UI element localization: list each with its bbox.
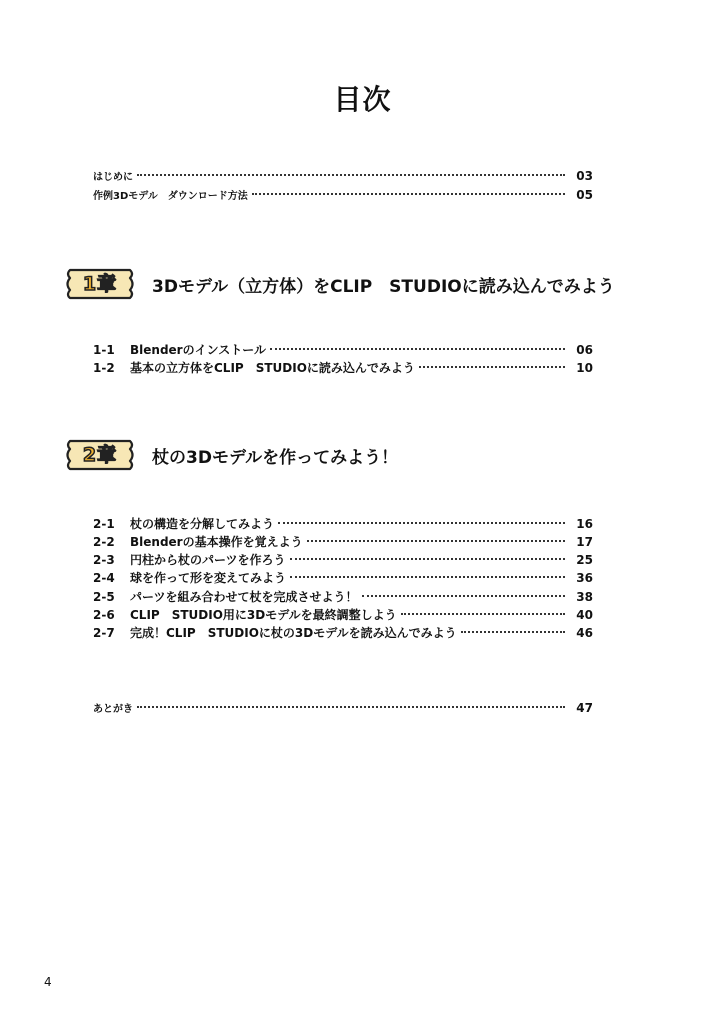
toc-entry-label: あとがき xyxy=(93,704,133,715)
toc-entry-label: はじめに xyxy=(93,172,133,183)
toc-entry-label: Blenderのインストール xyxy=(130,343,266,357)
toc-entry-number: 2-1 xyxy=(93,517,115,531)
chapter-title: 杖の3Dモデルを作ってみよう！ xyxy=(152,447,399,468)
toc-entry-number: 2-5 xyxy=(93,590,115,604)
toc-entry-label: 円柱から杖のパーツを作ろう xyxy=(130,553,286,567)
toc-entry-label: 完成！CLIP STUDIOに杖の3Dモデルを読み込んでみよう xyxy=(130,626,457,640)
leader-dots xyxy=(270,348,565,350)
leader-dots xyxy=(278,522,565,524)
toc-entry[interactable] xyxy=(93,359,593,377)
leader-dots xyxy=(401,613,565,615)
chapter-badge xyxy=(62,266,138,302)
toc-entry[interactable] xyxy=(93,588,593,606)
toc-entry-download[interactable] xyxy=(93,187,593,205)
toc-entry[interactable] xyxy=(93,624,593,642)
toc-entry-page: 36 xyxy=(576,571,593,585)
toc-entry-number: 2-3 xyxy=(93,553,115,567)
chapter-badge-label: 1章 xyxy=(82,273,118,295)
leader-dots xyxy=(137,174,565,176)
leader-dots xyxy=(307,540,565,542)
toc-entry-number: 1-2 xyxy=(93,361,115,375)
toc-entry-label: 作例3Dモデル ダウンロード方法 xyxy=(93,191,248,202)
toc-title: 目次 xyxy=(333,83,392,116)
toc-entry-label: 球を作って形を変えてみよう xyxy=(130,571,287,585)
toc-entry-label: 基本の立方体をCLIP STUDIOに読み込んでみよう xyxy=(130,361,415,375)
chapter-title: 3Dモデル（立方体）をCLIP STUDIOに読み込んでみよう xyxy=(152,276,615,297)
toc-entry-page: 17 xyxy=(576,535,593,549)
leader-dots xyxy=(290,576,565,578)
toc-entry[interactable] xyxy=(93,569,593,587)
toc-entry-page: 46 xyxy=(576,626,593,640)
toc-entry[interactable] xyxy=(93,533,593,551)
chapter-badge xyxy=(62,437,138,473)
toc-entry-label: 杖の構造を分解してみよう xyxy=(130,517,275,531)
toc-entry-page: 03 xyxy=(576,169,593,183)
chapter-1-heading[interactable] xyxy=(62,264,615,304)
toc-entry-page: 38 xyxy=(576,590,593,604)
leader-dots xyxy=(252,193,565,195)
chapter-badge-label: 2章 xyxy=(82,444,118,466)
toc-entry[interactable] xyxy=(93,551,593,569)
toc-entry-label: Blenderの基本操作を覚えよう xyxy=(130,535,303,549)
toc-entry-number: 2-7 xyxy=(93,626,115,640)
toc-entry[interactable] xyxy=(93,515,593,533)
toc-entry-page: 10 xyxy=(576,361,593,375)
toc-entry-page: 16 xyxy=(576,517,593,531)
toc-entry-label: CLIP STUDIO用に3Dモデルを最終調整しよう xyxy=(130,608,397,622)
toc-entry-number: 1-1 xyxy=(93,343,115,357)
toc-entry-page: 40 xyxy=(576,608,593,622)
leader-dots xyxy=(137,706,565,708)
toc-entry-number: 2-4 xyxy=(93,571,115,585)
toc-entry[interactable] xyxy=(93,606,593,624)
toc-entry-label: パーツを組み合わせて杖を完成させよう！ xyxy=(130,590,358,604)
leader-dots xyxy=(290,558,565,560)
leader-dots xyxy=(461,631,565,633)
leader-dots xyxy=(362,595,565,597)
toc-entry-page: 06 xyxy=(576,343,593,357)
toc-entry-page: 47 xyxy=(576,701,593,715)
chapter-2-heading[interactable] xyxy=(62,435,398,475)
toc-entry-page: 05 xyxy=(576,188,593,202)
page-number: 4 xyxy=(44,975,52,989)
toc-entry[interactable] xyxy=(93,341,593,359)
toc-entry-afterword[interactable] xyxy=(93,700,593,718)
toc-entry-number: 2-2 xyxy=(93,535,115,549)
toc-entry-intro[interactable] xyxy=(93,168,593,186)
toc-entry-page: 25 xyxy=(576,553,593,567)
toc-entry-number: 2-6 xyxy=(93,608,115,622)
leader-dots xyxy=(419,366,565,368)
